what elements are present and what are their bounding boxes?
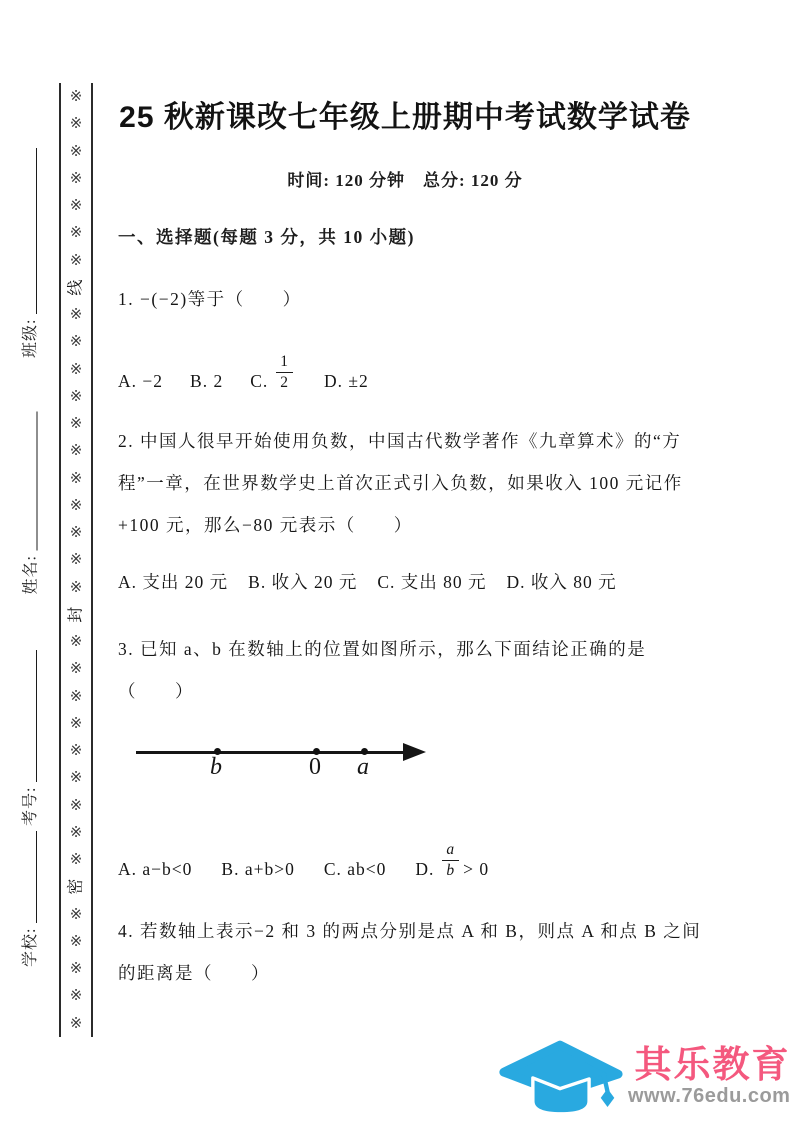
q2-option-b: B. 收入 20 元 xyxy=(248,572,358,592)
number-line-figure xyxy=(136,737,436,787)
seal-strip-mark: ※ xyxy=(69,386,83,405)
graduation-cap-icon xyxy=(496,1033,624,1121)
seal-field-name-label: 姓名: xyxy=(22,555,40,595)
brand-text-block xyxy=(628,1033,790,1108)
q3-option-a: A. a−b<0 xyxy=(118,859,193,879)
seal-strip-mark: ※ xyxy=(69,659,83,678)
exam-title: 25 秋新课改七年级上册期中考试数学试卷 xyxy=(119,101,691,134)
seal-field-school xyxy=(18,829,42,967)
question-2-line-2: 程”一章，在世界数学史上首次正式引入负数，如果收入 100 元记作 xyxy=(118,473,683,493)
fraction-denominator: 2 xyxy=(280,374,290,392)
seal-field-class-blank-line xyxy=(36,148,37,314)
seal-strip-mark: ※ xyxy=(69,959,83,977)
seal-field-exam-number-blank-line xyxy=(36,650,37,782)
section-heading: 一、选择题(每题 3 分，共 10 小题) xyxy=(118,227,415,247)
seal-strip-mark: ※ xyxy=(69,741,83,759)
q2-option-c: C. 支出 80 元 xyxy=(377,572,487,592)
seal-strip-mark: ※ xyxy=(69,87,83,105)
question-2-options xyxy=(118,570,617,594)
seal-strip-mark: ※ xyxy=(69,495,83,514)
seal-strip-mark: ※ xyxy=(69,305,83,323)
number-line-arrowhead-icon xyxy=(403,743,426,761)
number-line-label-a: a xyxy=(357,754,369,780)
seal-field-exam-number-label: 考号: xyxy=(22,786,39,826)
seal-strip-word: 密 xyxy=(67,878,85,895)
q1-option-d: D. ±2 xyxy=(324,371,369,391)
seal-strip-mark: ※ xyxy=(69,359,83,378)
question-2-line-3: +100 元，那么−80 元表示（ ） xyxy=(118,515,413,535)
seal-strip-word: 封 xyxy=(67,606,85,623)
seal-strip xyxy=(59,83,93,1037)
question-2-line-1: 2. 中国人很早开始使用负数，中国古代数学著作《九章算术》的“方 xyxy=(118,431,682,451)
seal-strip-mark: ※ xyxy=(69,114,83,133)
seal-strip-mark: ※ xyxy=(69,223,83,242)
q3-option-d-label: D. xyxy=(415,859,435,879)
seal-strip-mark: ※ xyxy=(69,986,83,1005)
q1-option-a: A. −2 xyxy=(118,371,164,391)
seal-strip-mark: ※ xyxy=(69,768,83,787)
number-line-label-b: b xyxy=(210,754,222,780)
seal-strip-mark: ※ xyxy=(69,196,83,214)
question-4-line-2: 的距离是（ ） xyxy=(118,963,270,983)
q1-option-c xyxy=(250,353,297,392)
seal-strip-mark: ※ xyxy=(69,468,83,487)
seal-strip-mark: ※ xyxy=(69,931,83,950)
seal-strip-word: 线 xyxy=(67,279,85,296)
q3-option-c: C. ab<0 xyxy=(323,859,387,879)
seal-strip-mark: ※ xyxy=(69,250,83,269)
seal-strip-mark: ※ xyxy=(69,850,83,868)
q3-option-d xyxy=(415,841,489,880)
fraction-a-over-b xyxy=(442,841,459,880)
seal-strip-mark: ※ xyxy=(69,795,83,814)
q1-option-b: B. 2 xyxy=(190,371,224,391)
seal-strip-mark: ※ xyxy=(69,414,83,432)
seal-field-name-blank-line xyxy=(37,412,38,551)
seal-strip-mark: ※ xyxy=(69,904,83,923)
q3-option-b: B. a+b>0 xyxy=(221,859,295,879)
fraction-numerator: 1 xyxy=(276,353,293,373)
seal-strip-mark: ※ xyxy=(69,686,83,705)
seal-strip-mark: ※ xyxy=(69,550,83,569)
question-1-options xyxy=(118,336,369,392)
seal-strip-mark: ※ xyxy=(69,713,83,732)
question-4-line-1: 4. 若数轴上表示−2 和 3 的两点分别是点 A 和 B，则点 A 和点 B 之间 xyxy=(118,921,702,941)
brand-url: www.76edu.com xyxy=(628,1085,791,1107)
seal-field-school-label: 学校: xyxy=(22,927,39,967)
seal-strip-mark: ※ xyxy=(69,141,83,160)
question-3-line-2: （ ） xyxy=(118,681,194,701)
seal-strip-mark: ※ xyxy=(69,523,83,541)
seal-field-name xyxy=(19,410,43,595)
question-1-text: 1. −(−2)等于（ ） xyxy=(118,289,302,309)
question-3-options xyxy=(118,822,489,880)
seal-field-school-blank-line xyxy=(36,831,37,923)
fraction-denominator: b xyxy=(446,862,456,880)
seal-field-exam-number xyxy=(18,648,42,826)
number-line-label-zero: 0 xyxy=(309,754,321,780)
fraction-one-half xyxy=(276,353,293,392)
seal-strip-mark: ※ xyxy=(69,332,83,351)
seal-strip-mark: ※ xyxy=(69,822,83,841)
q3-option-d-suffix: > 0 xyxy=(463,859,490,879)
seal-strip-mark: ※ xyxy=(69,632,83,650)
fraction-numerator: a xyxy=(442,841,459,861)
seal-strip-mark: ※ xyxy=(69,168,83,187)
q2-option-d: D. 收入 80 元 xyxy=(506,572,617,592)
exam-meta: 时间: 120 分钟 总分: 120 分 xyxy=(287,171,523,190)
question-3-line-1: 3. 已知 a、b 在数轴上的位置如图所示，那么下面结论正确的是 xyxy=(118,639,647,659)
number-line-axis xyxy=(136,751,414,754)
seal-field-class xyxy=(18,146,42,358)
seal-strip-mark: ※ xyxy=(69,1013,83,1032)
q2-option-a: A. 支出 20 元 xyxy=(118,572,229,592)
seal-field-class-label: 班级: xyxy=(22,318,39,358)
q1-option-c-label: C. xyxy=(250,371,269,391)
brand-logo xyxy=(496,1033,790,1121)
seal-strip-mark: ※ xyxy=(69,441,83,460)
seal-strip-mark: ※ xyxy=(69,577,83,596)
brand-name: 其乐教育 xyxy=(634,1044,791,1085)
